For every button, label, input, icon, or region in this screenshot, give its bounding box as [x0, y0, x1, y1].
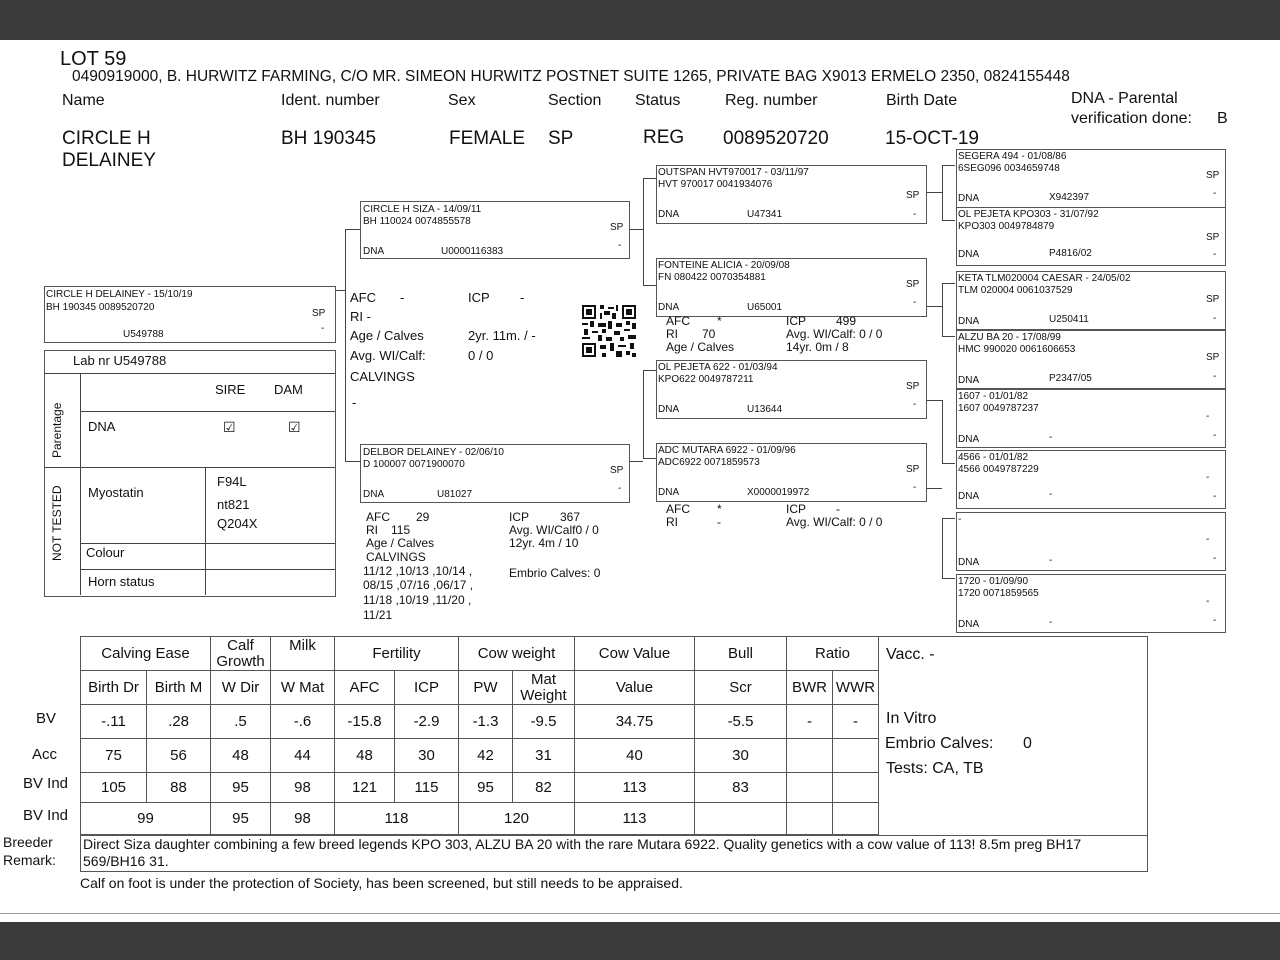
tests: Tests: CA, TB — [886, 760, 984, 777]
sire-calvings-value: - — [352, 395, 357, 410]
sire-title: CIRCLE H SIZA - 14/09/11 — [363, 204, 482, 215]
acc-cell: 48 — [335, 739, 395, 773]
ggp-id: KPO303 0049784879 — [958, 221, 1055, 232]
remark-box — [80, 835, 1148, 872]
bvind-cell: 82 — [513, 773, 575, 803]
grandparent-dna: U47341 — [747, 209, 783, 220]
sire-dna-label: DNA — [363, 246, 385, 257]
gp2-icp-label: ICP — [786, 502, 807, 516]
bvind-cell — [787, 773, 833, 803]
great-grandparent-box — [956, 574, 1226, 633]
dam-box — [360, 444, 630, 503]
group-cow-value: Cow Value — [575, 637, 695, 671]
label-section: Section — [548, 92, 602, 109]
sire-box — [360, 201, 630, 259]
sire-icp-label: ICP — [468, 290, 490, 305]
gp-age-value: 14yr. 0m / 8 — [786, 340, 849, 354]
gp-ri-value: 70 — [702, 327, 716, 341]
ggp-dna-label: DNA — [958, 375, 980, 386]
bvind2-cell: 118 — [335, 803, 459, 835]
not-tested-label: NOT TESTED — [50, 485, 64, 561]
sub-header: W Mat — [271, 671, 335, 705]
embrio-calves-label: Embrio Calves: — [885, 735, 994, 752]
bvind-cell: 121 — [335, 773, 395, 803]
gp-age-label: Age / Calves — [666, 340, 735, 354]
bv-cell: -15.8 — [335, 705, 395, 739]
ggp-dash: - — [1213, 371, 1217, 382]
qr-code-icon — [582, 305, 636, 357]
ggp-dash: - — [1213, 491, 1217, 502]
sire-wi-label: Avg. WI/Calf: — [350, 348, 426, 363]
sire-col-header: SIRE — [215, 382, 246, 397]
acc-cell: 40 — [575, 739, 695, 773]
gp2-ri-value: - — [717, 515, 721, 529]
dam-dash: - — [618, 483, 622, 494]
dam-calvings-line-1: 11/12 ,10/13 ,10/14 , — [363, 564, 473, 578]
table-row — [81, 739, 879, 773]
gp-ri-label: RI — [666, 327, 678, 341]
ggp-title: KETA TLM020004 CAESAR - 24/05/02 — [958, 273, 1131, 284]
bvind2-cell — [833, 803, 879, 835]
value-name-2: DELAINEY — [62, 150, 156, 171]
acc-cell: 42 — [459, 739, 513, 773]
lab-number: Lab nr U549788 — [73, 353, 167, 368]
bvind2-cell: 95 — [211, 803, 271, 835]
sire-dna: U0000116383 — [441, 246, 504, 257]
bv-cell: - — [787, 705, 833, 739]
sire-wi-value: 0 / 0 — [468, 348, 494, 363]
ggp-dna-label: DNA — [958, 491, 980, 502]
dam-ri-value: 115 — [391, 523, 411, 537]
row-label-bv-ind-2: BV Ind — [23, 807, 69, 824]
acc-cell: 30 — [695, 739, 787, 773]
grandparent-id: HVT 970017 0041934076 — [658, 179, 773, 190]
grandparent-id: ADC6922 0071859573 — [658, 457, 760, 468]
grandparent-title: FONTEINE ALICIA - 20/09/08 — [658, 260, 790, 271]
ggp-id: 1720 0071859565 — [958, 588, 1039, 599]
ggp-dash: - — [1213, 313, 1217, 324]
group-bull: Bull — [695, 637, 787, 671]
dam-age-value: 12yr. 4m / 10 — [509, 536, 579, 550]
dam-afc-label: AFC — [366, 510, 390, 524]
animal-dash: - — [321, 323, 325, 334]
group-milk: Milk — [271, 637, 335, 671]
grandparent-title: ADC MUTARA 6922 - 01/09/96 — [658, 445, 796, 456]
value-name-1: CIRCLE H — [62, 128, 151, 149]
lot-number: LOT 59 — [60, 48, 127, 70]
ggp-title: - — [958, 514, 962, 525]
sub-header: PW — [459, 671, 513, 705]
ggp-id: 4566 0049787229 — [958, 464, 1039, 475]
ggp-title: 4566 - 01/01/82 — [958, 452, 1029, 463]
sire-id: BH 110024 0074855578 — [363, 216, 471, 227]
ggp-dash: - — [1213, 188, 1217, 199]
animal-box — [44, 286, 336, 343]
dam-col-header: DAM — [274, 382, 303, 397]
gp-icp-value: 499 — [836, 314, 857, 328]
gp2-icp-value: - — [836, 502, 840, 516]
dam-ri-label: RI — [366, 523, 378, 537]
bv-cell: -.6 — [271, 705, 335, 739]
label-status: Status — [635, 92, 681, 109]
sub-header: Birth M — [147, 671, 211, 705]
ggp-title: ALZU BA 20 - 17/08/99 — [958, 332, 1061, 343]
top-bar — [0, 0, 1280, 40]
dam-wi: Avg. WI/Calf0 / 0 — [509, 523, 599, 537]
dam-dna-checkbox-icon: ☑ — [288, 419, 301, 435]
dam-embrio-calves: Embrio Calves: 0 — [509, 566, 601, 580]
grandparent-id: FN 080422 0070354881 — [658, 272, 766, 283]
grandparent-dna-label: DNA — [658, 404, 680, 415]
sub-header: ICP — [395, 671, 459, 705]
gp2-ri-label: RI — [666, 515, 678, 529]
dam-section: SP — [610, 465, 624, 476]
gp-wi: Avg. WI/Calf: 0 / 0 — [786, 327, 883, 341]
value-sex: FEMALE — [449, 128, 526, 149]
bv-cell: 34.75 — [575, 705, 695, 739]
ggp-section: - — [1206, 411, 1210, 422]
great-grandparent-box — [956, 330, 1226, 389]
ggp-dna-label: DNA — [958, 619, 980, 630]
ggp-dna-label: DNA — [958, 249, 980, 260]
ggp-section: SP — [1206, 294, 1220, 305]
lab-results-box — [44, 350, 336, 597]
grandparent-dna: U13644 — [747, 404, 783, 415]
gp-afc-value: * — [717, 314, 722, 328]
acc-cell — [787, 739, 833, 773]
bvind2-cell: 98 — [271, 803, 335, 835]
label-dna-2: verification done: — [1071, 110, 1192, 127]
grandparent-section: SP — [906, 190, 920, 201]
ggp-dna-label: DNA — [958, 557, 980, 568]
acc-cell: 31 — [513, 739, 575, 773]
acc-cell: 30 — [395, 739, 459, 773]
grandparent-title: OUTSPAN HVT970017 - 03/11/97 — [658, 167, 809, 178]
bv-cell: .5 — [211, 705, 271, 739]
grandparent-box — [656, 258, 927, 317]
sire-afc-label: AFC — [350, 290, 376, 305]
grandparent-box — [656, 443, 927, 502]
sire-calvings-label: CALVINGS — [350, 369, 415, 384]
vaccination: Vacc. - — [886, 646, 935, 663]
grandparent-dna: U65001 — [747, 302, 783, 313]
grandparent-dna-label: DNA — [658, 487, 680, 498]
bvind-cell: 105 — [81, 773, 147, 803]
dam-id: D 100007 0071900070 — [363, 459, 465, 470]
group-ratio: Ratio — [787, 637, 879, 671]
sire-afc-value: - — [400, 290, 405, 305]
owner-line: 0490919000, B. HURWITZ FARMING, C/O MR. SIMEON HURWITZ POSTNET SUITE 1265, PRIVATE BAG X9013 ERMELO 2350, 0824155448 — [72, 68, 1070, 85]
ggp-dna-label: DNA — [958, 193, 980, 204]
bvind2-cell — [695, 803, 787, 835]
dam-age-label: Age / Calves — [366, 536, 435, 550]
grandparent-section: SP — [906, 464, 920, 475]
ggp-dash: - — [1213, 553, 1217, 564]
acc-cell: 44 — [271, 739, 335, 773]
ggp-section: - — [1206, 472, 1210, 483]
value-status: REG — [643, 127, 685, 148]
bvind-cell — [833, 773, 879, 803]
remark-text: Direct Siza daughter combining a few breed legends KPO 303, ALZU BA 20 with the rare Mutara 6922. Quality genetics with a cow value of 113! 8.5m preg BH17 569/BH16 31. — [83, 836, 1082, 869]
dam-dna-label: DNA — [363, 489, 385, 500]
dna-verification-value: B — [1217, 110, 1228, 127]
ggp-dna: U250411 — [1049, 314, 1089, 325]
sire-ri: RI - — [350, 309, 371, 324]
dam-calvings-line-3: 11/18 ,10/19 ,11/20 , — [363, 593, 472, 607]
group-fertility: Fertility — [335, 637, 459, 671]
animal-id: BH 190345 0089520720 — [46, 302, 155, 313]
grandparent-id: KPO622 0049787211 — [658, 374, 754, 385]
bv-cell: .28 — [147, 705, 211, 739]
group-cow-weight: Cow weight — [459, 637, 575, 671]
row-label-bv-ind: BV Ind — [23, 775, 69, 792]
animal-dna: U549788 — [123, 329, 164, 340]
myostatin-label: Myostatin — [88, 485, 144, 500]
ggp-section: SP — [1206, 352, 1220, 363]
table-row — [81, 803, 879, 835]
bvind2-cell — [787, 803, 833, 835]
ggp-dna: - — [1049, 489, 1053, 500]
sub-header: W Dir — [211, 671, 271, 705]
ggp-dna-label: DNA — [958, 434, 980, 445]
myostatin-f94l: F94L — [217, 474, 247, 489]
acc-cell — [833, 739, 879, 773]
label-reg: Reg. number — [725, 92, 818, 109]
great-grandparent-box — [956, 271, 1226, 330]
ggp-title: OL PEJETA KPO303 - 31/07/92 — [958, 209, 1099, 220]
label-name: Name — [62, 92, 105, 109]
ggp-title: SEGERA 494 - 01/08/86 — [958, 151, 1067, 162]
bvind-cell: 83 — [695, 773, 787, 803]
sire-age-label: Age / Calves — [350, 328, 424, 343]
sub-header: WWR — [833, 671, 879, 705]
bvind-cell: 95 — [459, 773, 513, 803]
sub-header: Scr — [695, 671, 787, 705]
bv-cell: -1.3 — [459, 705, 513, 739]
bvind2-cell: 113 — [575, 803, 695, 835]
colour-label: Colour — [86, 545, 125, 560]
ggp-dna: - — [1049, 555, 1053, 566]
dam-afc-value: 29 — [416, 510, 430, 524]
ggp-dna: - — [1049, 617, 1053, 628]
bottom-bar — [0, 922, 1280, 960]
animal-section: SP — [312, 308, 326, 319]
ggp-section: SP — [1206, 232, 1220, 243]
label-birth: Birth Date — [886, 92, 958, 109]
acc-cell: 56 — [147, 739, 211, 773]
ggp-title: 1720 - 01/09/90 — [958, 576, 1029, 587]
ggp-dna: P2347/05 — [1049, 373, 1092, 384]
grandparent-dna: X0000019972 — [747, 487, 810, 498]
bvind-cell: 88 — [147, 773, 211, 803]
bv-cell: - — [833, 705, 879, 739]
ggp-title: 1607 - 01/01/82 — [958, 391, 1029, 402]
grandparent-box — [656, 360, 927, 419]
row-label-bv: BV — [36, 710, 57, 727]
sire-dna-checkbox-icon: ☑ — [223, 419, 236, 435]
label-sex: Sex — [448, 92, 476, 109]
gp2-wi: Avg. WI/Calf: 0 / 0 — [786, 515, 883, 529]
group-calf-growth: Calf Growth — [211, 637, 271, 671]
bv-cell: -.11 — [81, 705, 147, 739]
gp-afc-label: AFC — [666, 314, 690, 328]
great-grandparent-box — [956, 149, 1226, 208]
bvind-cell: 95 — [211, 773, 271, 803]
dam-calvings-line-4: 11/21 — [363, 608, 393, 622]
parentage-label: Parentage — [50, 402, 64, 458]
value-ident: BH 190345 — [281, 128, 377, 149]
ggp-dna-label: DNA — [958, 316, 980, 327]
sub-header: Birth Dr — [81, 671, 147, 705]
ggp-id: 1607 0049787237 — [958, 403, 1039, 414]
breeder-label: Breeder — [3, 834, 53, 850]
ggp-section: SP — [1206, 170, 1220, 181]
myostatin-q204x: Q204X — [217, 516, 258, 531]
grandparent-title: OL PEJETA 622 - 01/03/94 — [658, 362, 778, 373]
separator-line — [0, 913, 1280, 914]
grandparent-dash: - — [913, 399, 917, 410]
ggp-id: 6SEG096 0034659748 — [958, 163, 1060, 174]
sire-dash: - — [618, 240, 622, 251]
sub-header: Value — [575, 671, 695, 705]
grandparent-dna-label: DNA — [658, 302, 680, 313]
sire-age-value: 2yr. 11m. / - — [468, 328, 536, 343]
value-birth: 15-OCT-19 — [885, 128, 979, 149]
myostatin-nt821: nt821 — [217, 497, 250, 512]
great-grandparent-box — [956, 389, 1226, 448]
animal-title: CIRCLE H DELAINEY - 15/10/19 — [46, 289, 193, 300]
embrio-calves-value: 0 — [1023, 735, 1032, 752]
grandparent-dash: - — [913, 482, 917, 493]
sub-header: AFC — [335, 671, 395, 705]
grandparent-dash: - — [913, 209, 917, 220]
ggp-section: - — [1206, 596, 1210, 607]
group-calving-ease: Calving Ease — [81, 637, 211, 671]
ggp-dna: X942397 — [1049, 192, 1090, 203]
ggp-dash: - — [1213, 249, 1217, 260]
ggp-id: HMC 990020 0061606653 — [958, 344, 1076, 355]
grandparent-box — [656, 165, 927, 224]
dam-calvings-line-2: 08/15 ,07/16 ,06/17 , — [363, 578, 474, 592]
table-row — [81, 705, 879, 739]
ggp-dash: - — [1213, 430, 1217, 441]
sub-header: Mat Weight — [513, 671, 575, 705]
ggp-dna: - — [1049, 432, 1053, 443]
grandparent-section: SP — [906, 279, 920, 290]
sire-section: SP — [610, 222, 624, 233]
value-section: SP — [548, 128, 574, 149]
great-grandparent-box — [956, 450, 1226, 509]
dna-row-label: DNA — [88, 419, 116, 434]
dam-calvings-label: CALVINGS — [366, 550, 426, 564]
bvind-cell: 113 — [575, 773, 695, 803]
grandparent-section: SP — [906, 381, 920, 392]
dam-dna: U81027 — [437, 489, 473, 500]
sire-icp-value: - — [520, 290, 525, 305]
label-ident: Ident. number — [281, 92, 380, 109]
bvind2-cell: 120 — [459, 803, 575, 835]
ggp-section: - — [1206, 534, 1210, 545]
bv-cell: -9.5 — [513, 705, 575, 739]
value-reg: 0089520720 — [723, 128, 829, 149]
row-label-acc: Acc — [32, 746, 58, 763]
dam-icp-value: 367 — [560, 510, 581, 524]
gp2-afc-value: * — [717, 502, 722, 516]
footer-note: Calf on foot is under the protection of Society, has been screened, but still needs to be appraised. — [80, 875, 683, 891]
grandparent-dna-label: DNA — [658, 209, 680, 220]
bv-cell: -5.5 — [695, 705, 787, 739]
side-info-box — [878, 636, 1148, 837]
bvind-cell: 98 — [271, 773, 335, 803]
great-grandparent-box — [956, 512, 1226, 571]
ggp-dash: - — [1213, 615, 1217, 626]
bvind2-cell: 99 — [81, 803, 211, 835]
bv-cell: -2.9 — [395, 705, 459, 739]
horn-status-label: Horn status — [88, 574, 155, 589]
great-grandparent-box — [956, 207, 1226, 266]
bvind-cell: 115 — [395, 773, 459, 803]
sub-header: BWR — [787, 671, 833, 705]
gp2-afc-label: AFC — [666, 502, 690, 516]
gp-icp-label: ICP — [786, 314, 807, 328]
breeding-values-table — [80, 636, 879, 835]
dam-icp-label: ICP — [509, 510, 530, 524]
in-vitro: In Vitro — [886, 710, 937, 727]
remark-label: Remark: — [3, 852, 56, 868]
ggp-id: TLM 020004 0061037529 — [958, 285, 1073, 296]
acc-cell: 48 — [211, 739, 271, 773]
grandparent-dash: - — [913, 297, 917, 308]
acc-cell: 75 — [81, 739, 147, 773]
label-dna-1: DNA - Parental — [1071, 90, 1178, 107]
table-row — [81, 773, 879, 803]
dam-title: DELBOR DELAINEY - 02/06/10 — [363, 447, 504, 458]
ggp-dna: P4816/02 — [1049, 248, 1092, 259]
